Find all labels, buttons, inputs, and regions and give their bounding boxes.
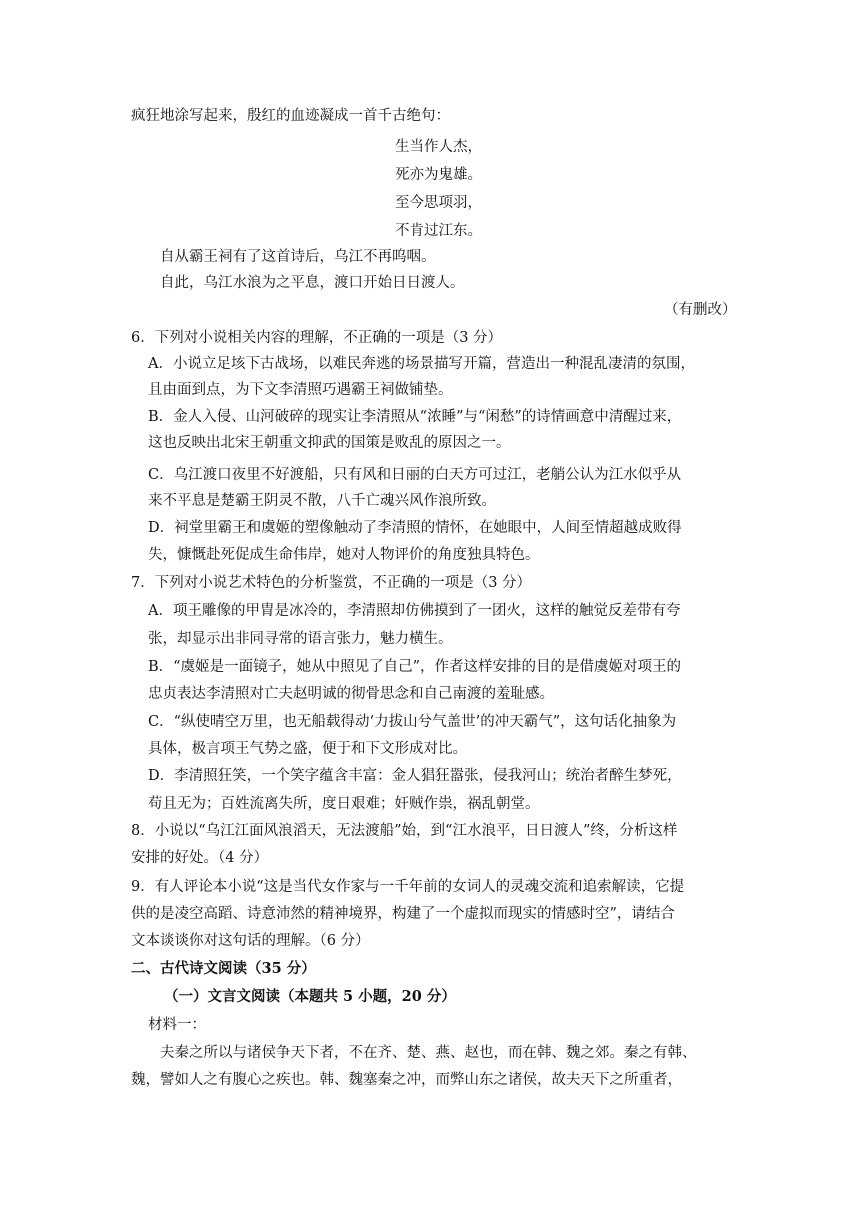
option-line: A．项王雕像的甲胄是冰冷的，李清照却仿佛摸到了一团火，这样的触觉反差带有夸 bbox=[148, 603, 681, 619]
option-line: 张，却显示出非同寻常的语言张力，魅力横生。 bbox=[148, 631, 453, 647]
option-line: D．祠堂里霸王和虞姬的塑像触动了李清照的情怀，在她眼中，人间至情超越成败得 bbox=[148, 520, 682, 536]
option-line: 这也反映出北宋王朝重文抑武的国策是败乱的原因之一。 bbox=[148, 435, 511, 451]
material-label: 材料一： bbox=[148, 1017, 206, 1033]
option-line: 具体，极言项王气势之盛，便于和下文形成对比。 bbox=[148, 741, 467, 757]
option-line: C．“纵使晴空万里，也无船载得动‘力拔山兮气盖世’的冲天霸气”，这句话化抽象为 bbox=[148, 714, 677, 730]
passage-line: 夫秦之所以与诸侯争天下者，不在齐、楚、燕、赵也，而在韩、魏之郊。秦之有韩、 bbox=[160, 1045, 697, 1061]
option-line: C．乌江渡口夜里不好渡船，只有风和日丽的白天方可过江，老艄公认为江水似乎从 bbox=[148, 467, 682, 483]
poem-line: 至今思项羽， bbox=[395, 195, 482, 211]
poem-line: 生当作人杰， bbox=[395, 139, 482, 155]
option-line: D．李清照狂笑，一个笑字蕴含丰富：金人猖狂嚣张，侵我河山；统治者醉生梦死， bbox=[148, 768, 682, 784]
option-line: A．小说立足垓下古战场，以难民奔逃的场景描写开篇，营造出一种混乱凄清的氛围， bbox=[148, 356, 695, 372]
story-line: 疯狂地涂写起来，殷红的血迹凝成一首千古绝句： bbox=[131, 108, 450, 124]
question-8: 安排的好处。（4 分） bbox=[131, 850, 269, 866]
question-8: 8．小说以“乌江江面风浪滔天，无法渡船”始，到“江水浪平，日日渡人”终，分析这样 bbox=[131, 823, 678, 839]
option-line: 且由面到点，为下文李清照巧遇霸王祠做铺垫。 bbox=[148, 382, 453, 398]
story-line: 自此，乌江水浪为之平息，渡口开始日日渡人。 bbox=[160, 275, 465, 291]
option-line: B．“虞姬是一面镜子，她从中照见了自己”，作者这样安排的目的是借虞姬对项王的 bbox=[148, 659, 681, 675]
option-line: 忠贞表达李清照对亡夫赵明诚的彻骨思念和自己南渡的羞耻感。 bbox=[148, 686, 554, 702]
question-9: 供的是凌空高蹈、诗意沛然的精神境界，构建了一个虚拟而现实的情感时空”，请结合 bbox=[131, 906, 675, 922]
option-line: 苟且无为；百姓流离失所，度日艰难；奸贼作祟，祸乱朝堂。 bbox=[148, 796, 540, 812]
subsection-heading: （一）文言文阅读（本题共 5 小题，20 分） bbox=[164, 988, 456, 1005]
section-heading: 二、古代诗文阅读（35 分） bbox=[131, 960, 316, 977]
question-9: 9．有人评论本小说“这是当代女作家与一千年前的女词人的灵魂交流和追索解读，它提 bbox=[131, 879, 685, 895]
story-line: 自从霸王祠有了这首诗后，乌江不再呜咽。 bbox=[160, 249, 436, 265]
option-line: B．金人入侵、山河破碎的现实让李清照从“浓睡”与“闲愁”的诗情画意中清醒过来， bbox=[148, 409, 682, 425]
passage-line: 魏，譬如人之有腹心之疾也。韩、魏塞秦之冲，而弊山东之诸侯，故夫天下之所重者， bbox=[131, 1072, 682, 1088]
source-note: （有删改） bbox=[664, 302, 737, 318]
option-line: 来不平息是楚霸王阴灵不散，八千亡魂兴风作浪所致。 bbox=[148, 493, 496, 509]
question-7-stem: 7．下列对小说艺术特色的分析鉴赏，不正确的一项是（3 分） bbox=[131, 575, 532, 591]
option-line: 失，慷慨赴死促成生命伟岸，她对人物评价的角度独具特色。 bbox=[148, 547, 540, 563]
question-9: 文本谈谈你对这句话的理解。（6 分） bbox=[131, 933, 370, 949]
question-6-stem: 6．下列对小说相关内容的理解，不正确的一项是（3 分） bbox=[131, 330, 503, 346]
poem-line: 死亦为鬼雄。 bbox=[395, 167, 482, 183]
poem-line: 不肯过江东。 bbox=[395, 223, 482, 239]
